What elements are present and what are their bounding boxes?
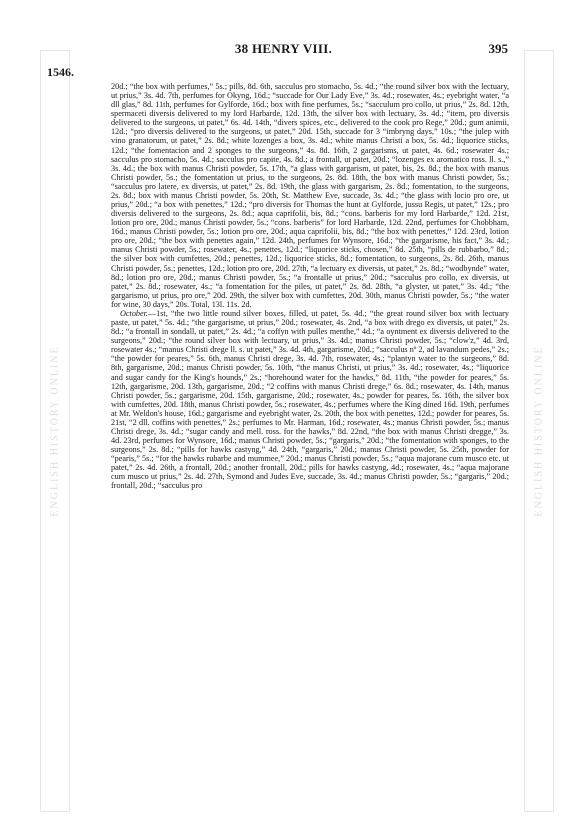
paragraph-october [111, 309, 509, 491]
watermark-left [40, 50, 70, 812]
watermark-left-text: ENGLISH HISTORY ONLINE [49, 345, 61, 517]
paragraph-september: 20d.; “the box with perfumes,” 5s.; pills, 8d. 6th, sacculus pro stomacho, 5s. 4d.; “the round silver box with the lectuary, ut prius,” 3s. 4d. 7th, perfumes for Okyng, 16d.; “succade for Our Lady Eve,” 3s. 4d.; rosewater, 4s.; eyebright water, “a dll glas,” 8d. 11th, perfumes for Gylforde, 16d.; box with fine perfumes, 5s.; “sacculum pro collo, ut prius,” 2s. 8d. 12th, spermaceti diversis delivered to my lord Harbarde, 12d. 13th, the silver box with lectuary, 3s. 4d.; “item, pro diversis delivered to the surgeons, ut patet,” 6s. 4d. 14th, “divers spices, etc., delivered to the cook pro Rege,” 20d.; gum animii, 12d.; “pro diversis delivered to the surgeons, ut patet,” 20d. 15th, succade for 3 “imbryng days,” 10s.; “the julep with vino granatorum, ut patet,” 2s. 8d.; white lozenges a box, 3s. 4d.; white manus Christi a box, 5s. 4d.; liquorice sticks, 12d.; “the fomentacion and 2 sponges to the surgeons,” 4s. 8d. 16th, 2 gargarisms, ut patet, 4s. 6d.; rosewater 4s.; sacculus pro stomacho, 5s. 4d.; sacculus pro capite, 4s. 8d.; a frontall, ut patet, 20d.; “lozenges ex aromatico ross. ll. s.,” 3s. 4d.; the box with manus Christi powder, 5s. 17th, “a glass with gargarism, ut patet, bis, 2s. 8d.; the box with manus Christi powder, 5s.; the fomentation ut prius, to the surgeons, 2s. 8d. 18th, the box with manus Christi powder, 5s.; “sacculus pro latere, ex diversis, ut patet,” 2s. 8d. 19th, the glass with gargarism, 2s. 8d.; fomentation, to the surgeons, 2s. 8d.; box with manus Christi powder, 5s. 20th, St. Matthew Eve, succade, 3s. 4d.; “the glass with locio pro ore, ut prius,” 20d.; “a box with penettes,” 12d.; “pro diversis for Thomas the hunt at Gylforde, jussu Regis, ut patet,” 12s.; pro diversis delivered to the surgeons, 2s. 8d.; aqua caprifolii, bis, 8d.; “cons. barberis for my lord Harbarde,” 12d. 21st, lotion pro ore, 20d.; manus Christi powder, 5s.; “cons. barberis” for lord Harbarde, 12d. 22nd, perfumes for Chobbham, 16d.; manus Christi powder, 5s.; lotion pro ore, 20d.; aqua caprifolii, bis, 8d.; “the box with penettes,” 12d. 23rd, lotion pro ore, 20d.; “the box with penettes again,” 12d. 24th, perfumes for Wynsore, 16d.; “the gargarisme, his fact,” 3s. 4d.; manus Christi powder, 5s.; rosewater, 4s.; penettes, 12d.; “liquorice sticks, chosen,” 8d. 25th, “pills de rubbarbo,” 8d.; the silver box with cumfettes, 20d.; penettes, 12d.; liquorice sticks, 8d.; fomentation, to surgeons, 2s. 8d. 26th, manus Christi powder, 5s.; penettes, 12d.; lotion pro ore, 20d. 27th, “a lectuary ex diversis, ut patet,” 2s. 8d.; “wodbynde” water, 8d.; lotion pro ore, 20d.; manus Christi powder, 5s.; “a frontalle ut prius,” 20d.; “sacculus pro collo, ex diversis, ut patet,” 2s. 8d.; rosewater, 4s.; “a fomentation for the piles, ut patet,” 2s. 8d. 28th, “a glyster, ut patet,” 3s. 4d.; “the gargarismo, ut prius, pro ore,” 20d. 29th, the silver box with cumfettes, 20d. 30th, manus Christi powder, 5s.; “the water for wine, 30 days,” 20s. Total, 13l. 11s. 2d. [111, 82, 509, 309]
page-header [0, 41, 567, 61]
paragraph-october-text: —1st, “the two little round silver boxes, filled, ut patet, 5s. 4d.; “the great round silver box with lectuary paste, ut patet,” 5s. 4d.; “the gargarisme, ut prius,” 20d.; rosewater, 4s. 2nd, “a box with drego ex diversis, ut patet,” 2s. 8d.; “a frontall in sondall, ut patet,” 2s. 4d.; “a coffyn with pulles menthe,” 4d.; “a oyntment ex diversis delivered to the surgeons,” 20d.; “the round silver box with lectuary, ut prius,” 3s. 4d.; manus Christi powder, 5s.; “clow'z,” 4d. 3rd, rosewater 4s.; “manus Christi drege ll. s. ut patet,” 3s. 4d. 4th, gargarisme, 20d.; “sacculus nº 2, ad lavandum pedes,” 2s.; “the powder for peares,” 5s. 6th, manus Christi drege, 3s. 4d. 7th, rosewater, 4s.; “plantyn water to the surgeons,” 8d. 8th, gargarisme, 20d.; manus Christi powder, 5s. 10th, “the manus Christi, ut prius,” 3s. 4d.; rosewater, 4s.; “liquorice and sugar candy for the King's hounds,” 2s.; “horehound water for the hawks,” 8d. 11th, “the powder for peares,” 5s. 12th, gargarisme, 20d. 13th, gargarisme, 20d.; “2 coffins with manus Christi drege,” 6s. 8d.; rosewater, 4s. 14th, manus Christi powder, 5s.; gargarisme, 20d. 15th, gargarisme, 20d.; rosewater, 4s.; powder for peares, 5s. 16th, the silver box with cumfettes, 20d. 18th, manus Christi powder, 5s.; rosewater, 4s.; perfumes where the King dined 16d. 19th, perfumes at Mr. Weldon's house, 16d.; gargarisme and eyebright water, 2s. 20th, the box with penettes, 12d.; powder for peares, 5s. 21st, “2 dll. coffins with penettes,” 2s.; perfumes to Mr. Harman, 16d.; rosewater, 4s.; manus Christi powder, 5s.; manus Christi drege, 3s. 4d.; “sugar candy and mell. ross. for the hawks,” 8d. 22nd, “the box with manus Christi dregge,” 3s. 4d. 23rd, perfumes for Wynsore, 16d.; manus Christi powder, 5s.; “gargaris,” 20d.; “the fomentation with sponges, to the surgeons,” 2s. 8d.; “pills for hawks castyng,” 4d. 24th, “gargaris,” 20d.; manus Christi powder, 5s. 25th, powder for “pearis,” 5s.; “for the hawks rubarbe and mummee,” 20d.; manus Christi powder, 5s.; “aqua majorane cum musco etc. ut patet,” 2s. 4d. 26th, a frontall, 20d.; another frontall, 20d.; pills for hawks castyng, 4d.; rosewater, 4s.; “aqua majorane cum musco ut prius,” 2s. 4d. 27th, Symond and Judes Eve, succade, 3s. 4d.; manus Christi powder, 5s.; “gargaris,” 20d.; frontall, 20d.; “sacculus pro [111, 308, 509, 491]
margin-year: 1546. [47, 65, 74, 79]
watermark-right [524, 50, 554, 812]
running-title: 38 HENRY VIII. [234, 41, 333, 56]
month-label-october: October. [120, 308, 148, 318]
page-number: 395 [488, 41, 508, 56]
watermark-right-text: ENGLISH HISTORY ONLINE [533, 345, 545, 517]
body-text [111, 82, 509, 491]
